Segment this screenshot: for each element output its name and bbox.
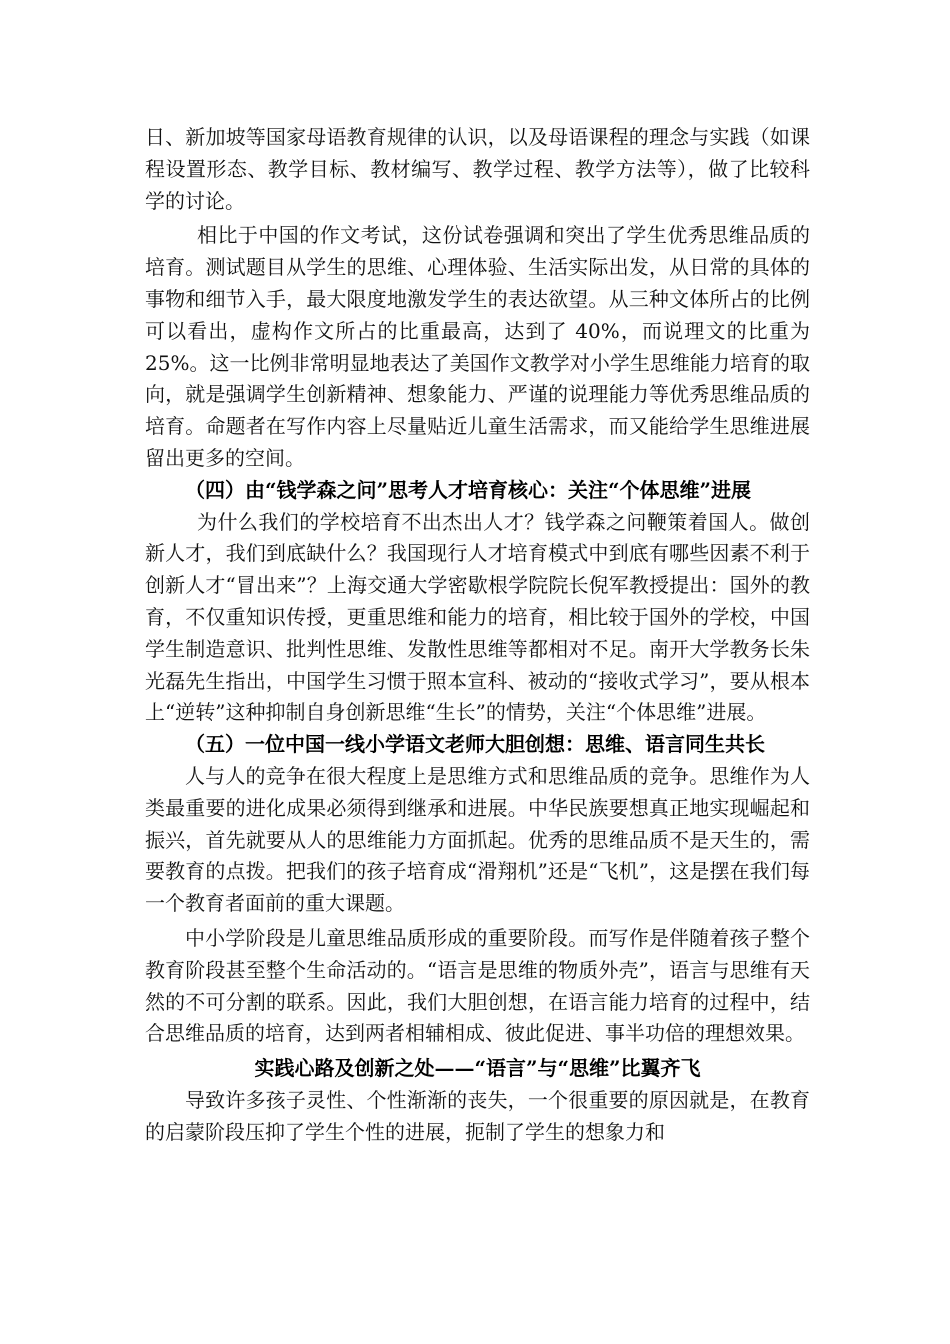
paragraph-qian-xuesen: 为什么我们的学校培育不出杰出人才？钱学森之问鞭策着国人。做创新人才，我们到底缺什么？我国现行人才培育模式中到底有哪些因素不利于创新人才“冒出来”？上海交通大学密歇根学院院长倪军教授提出：国外的教育，不仅重知识传授，更重思维和能力的培育，相比较于国外的学校，中国学生制造意识、批判性思维、发散性思维等都相对不足。南开大学教务长朱光磊先生指出，中国学生习惯于照本宣科、被动的“接收式学习”，要从根本上“逆转”这种抑制自身创新思维“生长”的情势，关注“个体思维”进展。 bbox=[145, 509, 810, 725]
section-heading-practice: 实践心路及创新之处——“语言”与“思维”比翼齐飞 bbox=[254, 1056, 701, 1081]
section-heading-five: （五）一位中国一线小学语文老师大胆创想：思维、语言同生共长 bbox=[185, 732, 765, 757]
document-body bbox=[145, 122, 810, 1149]
paragraph-writing-stage: 中小学阶段是儿童思维品质形成的重要阶段。而写作是伴随着孩子整个教育阶段甚至整个生命活动的。“语言是思维的物质外壳”，语言与思维有天然的不可分割的联系。因此，我们大胆创想，在语言能力培育的过程中，结合思维品质的培育，达到两者相辅相成、彼此促进、事半功倍的理想效果。 bbox=[145, 925, 810, 1046]
section-heading-four: （四）由“钱学森之问”思考人才培育核心：关注“个体思维”进展 bbox=[185, 477, 752, 502]
paragraph-continuation: 日、新加坡等国家母语教育规律的认识，以及母语课程的理念与实践（如课程设置形态、教学目标、教材编写、教学过程、教学方法等），做了比较科学的讨论。 bbox=[145, 125, 810, 213]
paragraph-thinking-competition: 人与人的竞争在很大程度上是思维方式和思维品质的竞争。思维作为人类最重要的进化成果必须得到继承和进展。中华民族要想真正地实现崛起和振兴，首先就要从人的思维能力方面抓起。优秀的思维品质不是天生的，需要教育的点拨。把我们的孩子培育成“滑翔机”还是“飞机”，这是摆在我们每一个教育者面前的重大课题。 bbox=[145, 763, 810, 916]
paragraph-individuality: 导致许多孩子灵性、个性渐渐的丧失，一个很重要的原因就是，在教育的启蒙阶段压抑了学生个性的进展，扼制了学生的想象力和 bbox=[145, 1087, 810, 1144]
paragraph-test-comparison: 相比于中国的作文考试，这份试卷强调和突出了学生优秀思维品质的培育。测试题目从学生的思维、心理体验、生活实际出发，从日常的具体的事物和细节入手，最大限度地激发学生的表达欲望。从三种文体所占的比例可以看出，虚构作文所占的比重最高，达到了 40%，而说理文的比重为 25%。这一比例非常明显地表达了美国作文教学对小学生思维能力培育的取向，就是强调学生创新精神、想象能力、严谨的说理能力等优秀思维品质的培育。命题者在写作内容上尽量贴近儿童生活需求，而又能给学生思维进展留出更多的空间。 bbox=[145, 223, 810, 470]
